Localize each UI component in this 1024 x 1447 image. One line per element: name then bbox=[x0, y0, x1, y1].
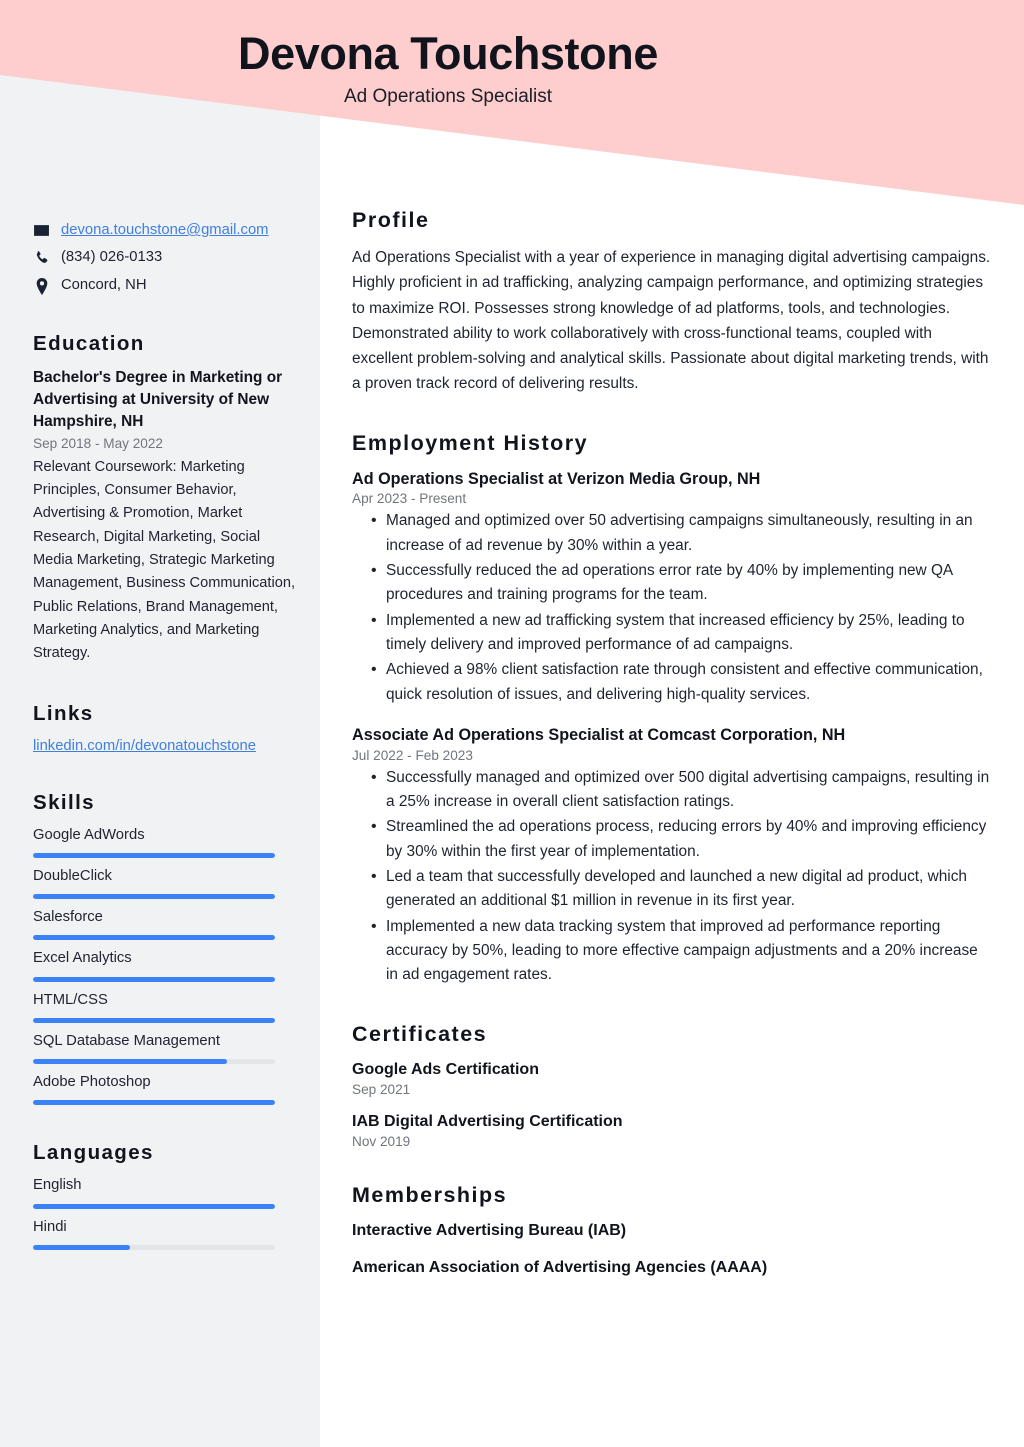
skill-level-track bbox=[33, 1018, 275, 1023]
skill-level-fill bbox=[33, 977, 275, 982]
phone-text: (834) 026-0133 bbox=[61, 249, 163, 266]
job-bullet: • Led a team that successfully developed and launched a new digital ad product, which generated an additional $1 million in revenue in its first year. bbox=[352, 865, 992, 914]
memberships-list bbox=[352, 1220, 992, 1279]
job-bullet: • Successfully reduced the ad operations error rate by 40% by implementing new QA procedures and training programs for the team. bbox=[352, 559, 992, 608]
skill-level-fill bbox=[33, 1059, 227, 1064]
profile-section bbox=[352, 208, 992, 397]
skill-level-fill bbox=[33, 894, 275, 899]
skill-item bbox=[33, 908, 296, 940]
languages-list bbox=[33, 1176, 296, 1249]
job-bullets bbox=[352, 766, 992, 988]
certificates-list bbox=[352, 1059, 992, 1150]
email-text[interactable]: devona.touchstone@gmail.com bbox=[61, 222, 269, 238]
job-dates: Jul 2022 - Feb 2023 bbox=[352, 747, 473, 763]
certificate-date: Nov 2019 bbox=[352, 1134, 411, 1150]
job-dates: Apr 2023 - Present bbox=[352, 491, 467, 507]
education-dates: Sep 2018 - May 2022 bbox=[33, 435, 163, 451]
certificate-name: Google Ads Certification bbox=[352, 1060, 539, 1078]
certificate-date: Sep 2021 bbox=[352, 1081, 411, 1097]
links-list bbox=[33, 737, 296, 755]
certificate-item bbox=[352, 1059, 992, 1097]
jobs-list bbox=[352, 468, 992, 988]
education-heading: Education bbox=[33, 332, 145, 355]
skill-item bbox=[33, 991, 296, 1023]
skill-level-fill bbox=[33, 1100, 275, 1105]
link-item-linkedin[interactable]: linkedin.com/in/devonatouchstone bbox=[33, 737, 256, 754]
profile-heading: Profile bbox=[352, 208, 430, 232]
language-level-track bbox=[33, 1204, 275, 1209]
skill-level-track bbox=[33, 935, 275, 940]
candidate-name: Devona Touchstone bbox=[238, 28, 658, 79]
skill-level-track bbox=[33, 1059, 275, 1064]
languages-heading: Languages bbox=[33, 1141, 154, 1165]
certificate-item bbox=[352, 1111, 992, 1149]
language-label: English bbox=[33, 1177, 82, 1194]
skill-label: SQL Database Management bbox=[33, 1032, 220, 1049]
contact-list bbox=[33, 220, 296, 296]
job-bullet: • Successfully managed and optimized over 500 digital advertising campaigns, resulting in a 25% increase in overall client satisfaction ratings. bbox=[352, 766, 992, 815]
main-content bbox=[352, 0, 992, 1313]
job-entry bbox=[352, 468, 992, 707]
language-level-track bbox=[33, 1245, 275, 1250]
certificates-heading: Certificates bbox=[352, 1021, 488, 1046]
skill-item bbox=[33, 867, 296, 899]
skill-label: Google AdWords bbox=[33, 826, 145, 843]
job-bullet: • Managed and optimized over 50 advertising campaigns simultaneously, resulting in an increase of ad revenue by 30% within a year. bbox=[352, 509, 992, 558]
job-bullets bbox=[352, 509, 992, 707]
memberships-section bbox=[352, 1183, 992, 1279]
job-bullet: • Implemented a new ad trafficking system that increased efficiency by 25%, leading to timely delivery and improved performance of ad campaigns. bbox=[352, 609, 992, 658]
employment-section bbox=[352, 431, 992, 988]
memberships-heading: Memberships bbox=[352, 1183, 508, 1208]
skill-label: DoubleClick bbox=[33, 867, 112, 884]
profile-text: Ad Operations Specialist with a year of experience in managing digital advertising campaigns. Highly proficient in ad trafficking, analyzing campaign performance, and optimizing strategies to maximize ROI. Possesses strong knowledge of ad platforms, tools, and technologies. Demonstrated ability to work collaboratively with cross-functional teams, coupled with excellent problem-solving and analytical skills. Passionate about digital marketing trends, with a proven track record of delivering results. bbox=[352, 249, 991, 393]
education-description: Relevant Coursework: Marketing Principles, Consumer Behavior, Advertising & Promotion, Market Research, Digital Marketing, Social Media Marketing, Strategic Marketing Management, Business Communication, Public Relations, Brand Management, Marketing Analytics, and Marketing Strategy. bbox=[33, 458, 296, 662]
links-heading: Links bbox=[33, 701, 94, 725]
language-item bbox=[33, 1218, 296, 1250]
job-entry bbox=[352, 724, 992, 988]
skill-level-track bbox=[33, 894, 275, 899]
skill-level-fill bbox=[33, 1018, 275, 1023]
contact-item-phone bbox=[33, 248, 296, 268]
employment-heading: Employment History bbox=[352, 430, 589, 455]
skill-level-track bbox=[33, 853, 275, 858]
skill-label: Excel Analytics bbox=[33, 950, 132, 967]
skill-item bbox=[33, 949, 296, 981]
job-title: Associate Ad Operations Specialist at Comcast Corporation, NH bbox=[352, 725, 846, 744]
skill-label: HTML/CSS bbox=[33, 991, 108, 1008]
education-entry bbox=[33, 367, 296, 666]
skill-level-fill bbox=[33, 935, 275, 940]
education-degree: Bachelor's Degree in Marketing or Advertising at University of New Hampshire, NH bbox=[33, 369, 283, 430]
skill-level-track bbox=[33, 1100, 275, 1105]
language-level-fill bbox=[33, 1245, 130, 1250]
job-bullet: • Achieved a 98% client satisfaction rate through consistent and effective communication, quick resolution of issues, and delivering high-quality services. bbox=[352, 658, 992, 707]
skill-level-fill bbox=[33, 853, 275, 858]
skill-level-track bbox=[33, 977, 275, 982]
language-level-fill bbox=[33, 1204, 275, 1209]
contact-item-location bbox=[33, 276, 296, 296]
sidebar bbox=[0, 0, 320, 1447]
location-pin-icon bbox=[33, 278, 50, 295]
skill-label: Salesforce bbox=[33, 909, 103, 926]
skill-label: Adobe Photoshop bbox=[33, 1074, 151, 1091]
skill-item bbox=[33, 1073, 296, 1105]
candidate-job-title: Ad Operations Specialist bbox=[343, 85, 553, 107]
phone-icon bbox=[33, 250, 50, 267]
skill-item bbox=[33, 826, 296, 858]
envelope-icon bbox=[33, 222, 50, 239]
certificate-name: IAB Digital Advertising Certification bbox=[352, 1112, 623, 1130]
skill-item bbox=[33, 1032, 296, 1064]
membership-item: American Association of Advertising Agencies (AAAA) bbox=[352, 1258, 768, 1276]
job-title: Ad Operations Specialist at Verizon Media Group, NH bbox=[352, 469, 761, 488]
location-text: Concord, NH bbox=[61, 277, 147, 294]
membership-item: Interactive Advertising Bureau (IAB) bbox=[352, 1222, 627, 1240]
job-bullet: • Implemented a new data tracking system that improved ad performance reporting accuracy by 50%, leading to more effective campaign adjustments and a 20% increase in ad engagement rates. bbox=[352, 915, 992, 988]
language-item bbox=[33, 1176, 296, 1208]
skills-list bbox=[33, 826, 296, 1106]
certificates-section bbox=[352, 1022, 992, 1150]
job-bullet: • Streamlined the ad operations process, reducing errors by 40% and improving efficiency by 30% within the first year of implementation. bbox=[352, 815, 992, 864]
contact-item-email[interactable] bbox=[33, 220, 296, 240]
language-label: Hindi bbox=[33, 1218, 67, 1235]
skills-heading: Skills bbox=[33, 790, 95, 814]
